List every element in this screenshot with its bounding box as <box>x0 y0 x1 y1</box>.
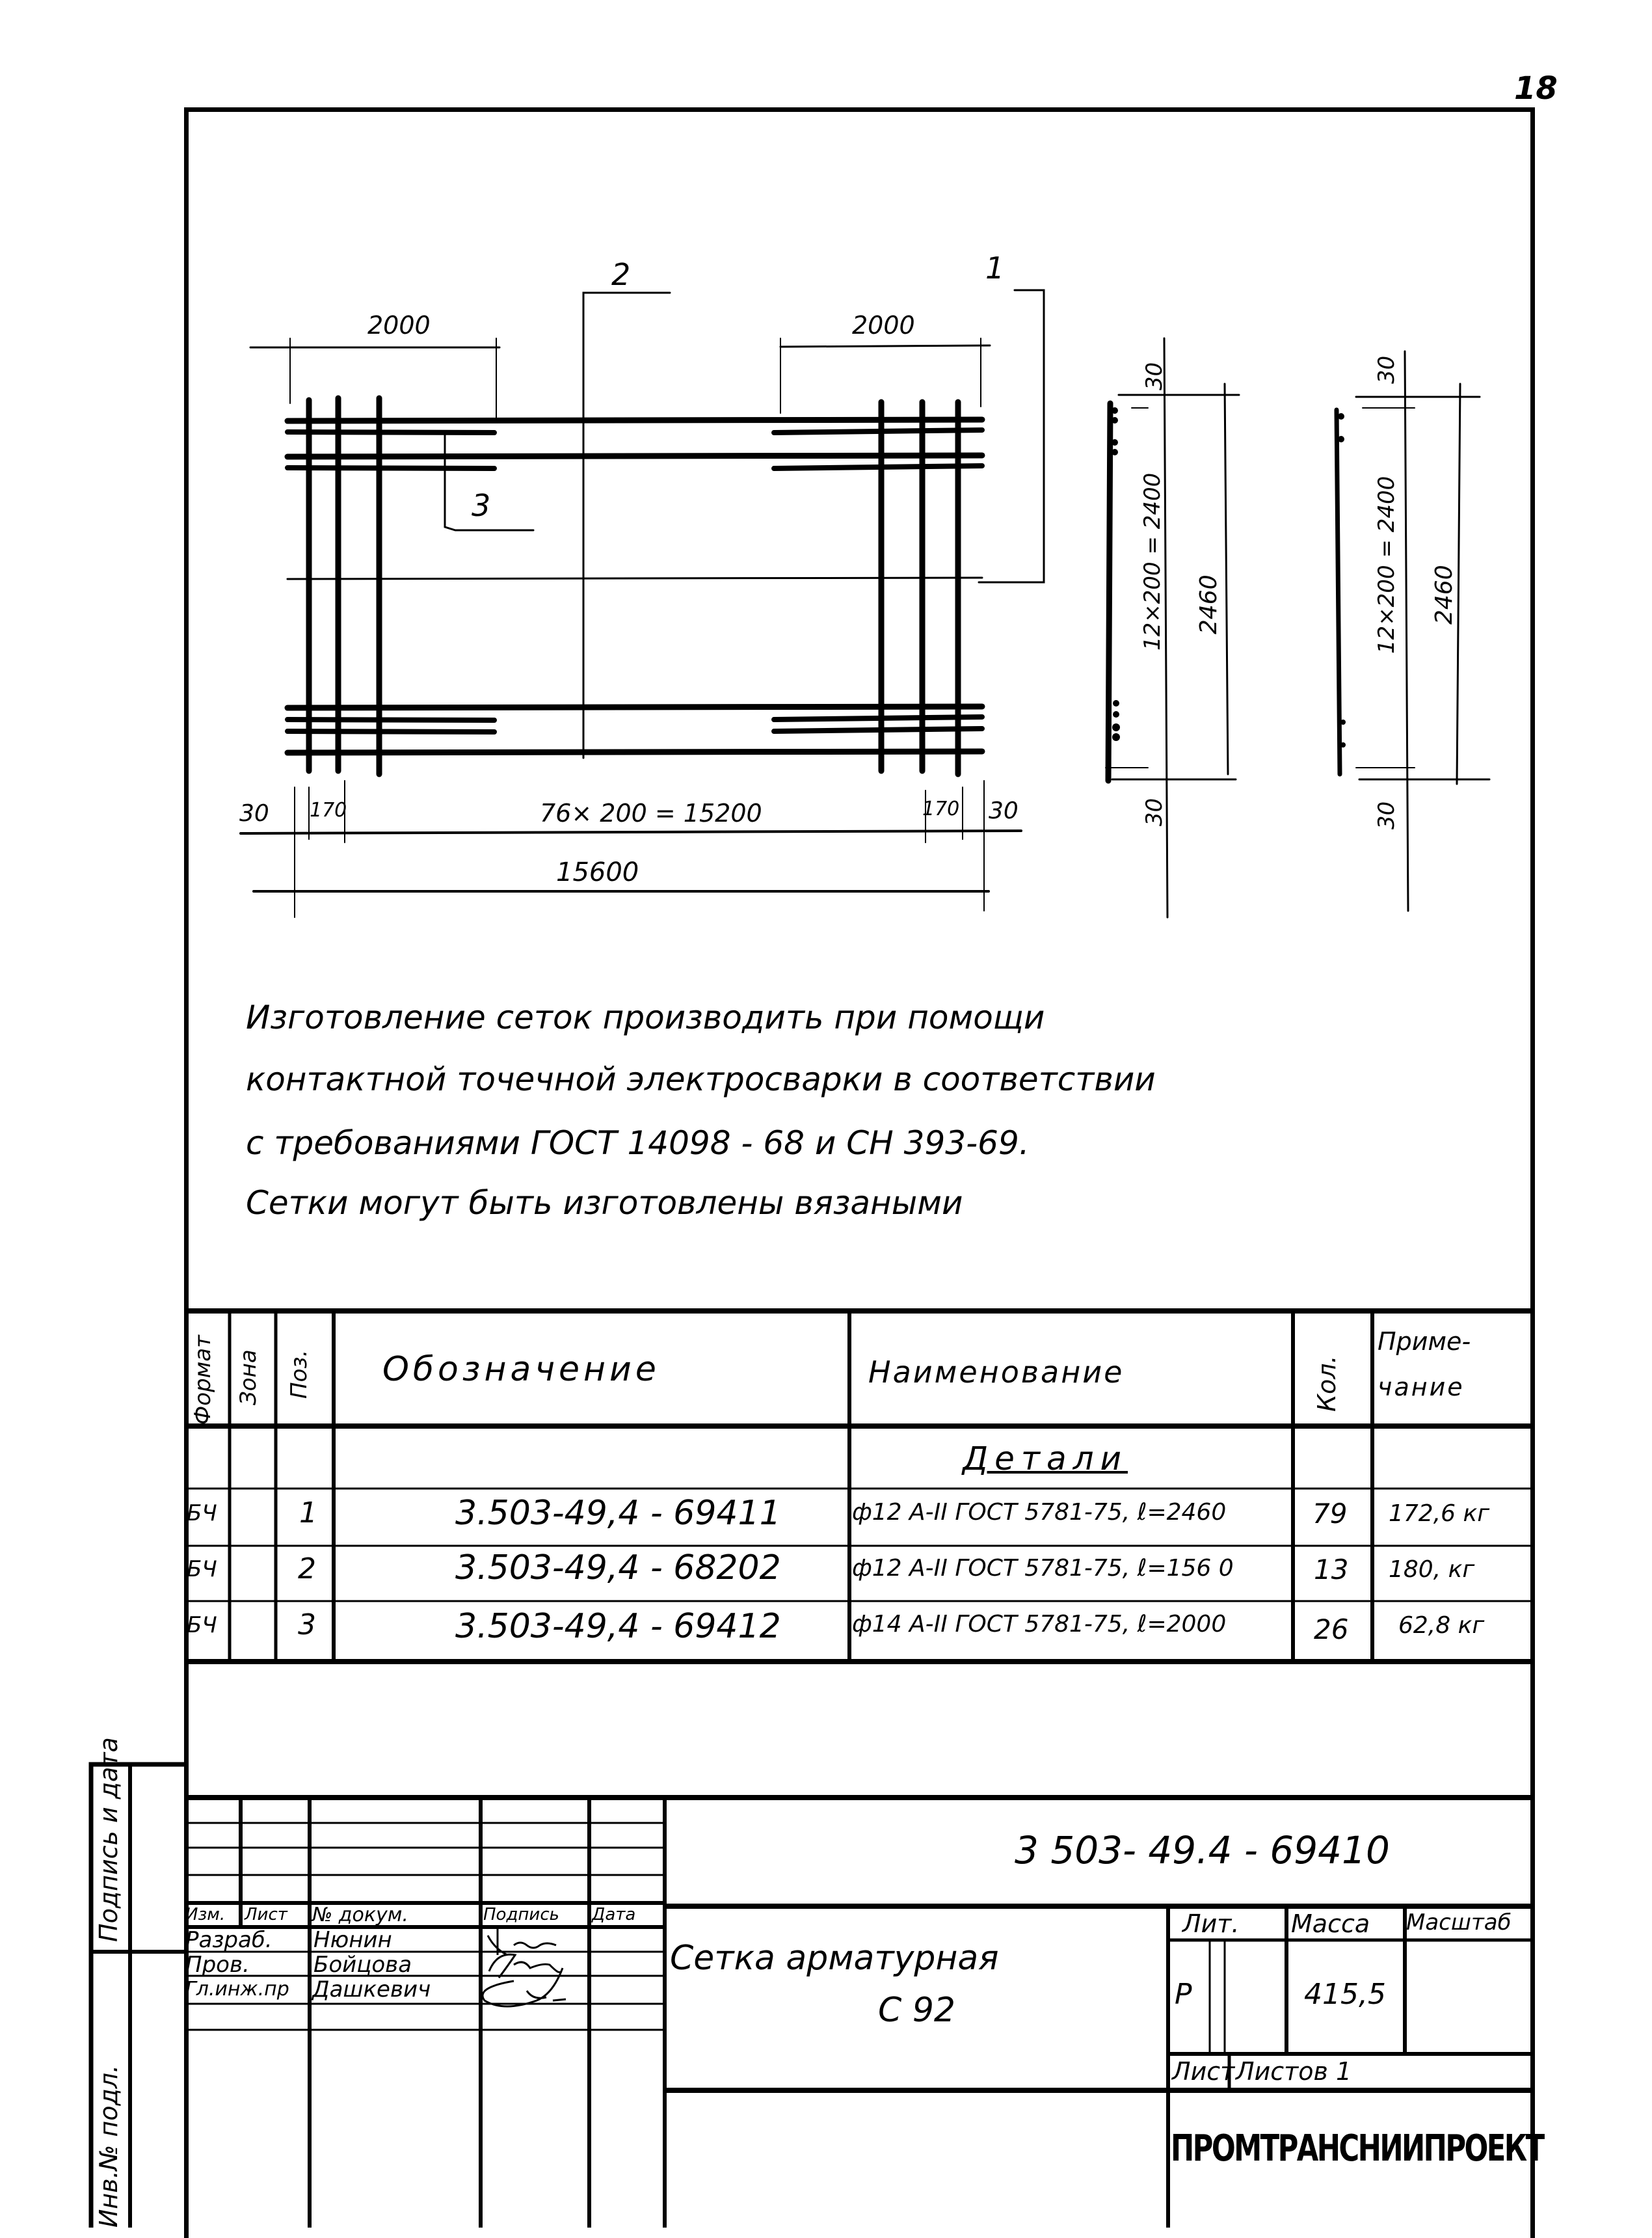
header-pos: Поз. <box>286 1349 312 1399</box>
drawing-title-line-2: С 92 <box>878 1991 956 2030</box>
row-3-qty: 26 <box>1314 1613 1349 1645</box>
section-right-spacing-dim: 12×200 = 2400 <box>1374 476 1400 654</box>
row-1-pos: 1 <box>299 1496 317 1530</box>
mass-label: Масса <box>1291 1909 1370 1938</box>
tb-header-date: Дата <box>592 1905 636 1924</box>
row-2-qty: 13 <box>1314 1554 1349 1585</box>
row-1-designation: 3.503-49,4 - 69411 <box>455 1494 781 1533</box>
dim-offset-right: 170 <box>922 798 960 820</box>
dim-edge-left: 30 <box>239 800 269 827</box>
row-1-qty: 79 <box>1312 1498 1348 1530</box>
header-note-line2: чание <box>1378 1373 1465 1401</box>
dim-overall: 15600 <box>556 857 639 887</box>
page-number: 18 <box>1514 70 1558 107</box>
dim-edge-right: 30 <box>989 798 1019 824</box>
scale-label: Масштаб <box>1406 1909 1512 1935</box>
row-2-format: БЧ <box>187 1556 217 1582</box>
row-2-name: ф12 А-II ГОСТ 5781-75, ℓ=156 0 <box>852 1555 1234 1582</box>
row-3-designation: 3.503-49,4 - 69412 <box>455 1607 781 1646</box>
row-1-format: БЧ <box>187 1500 217 1526</box>
section-left-overall-dim: 2460 <box>1195 574 1222 634</box>
header-qty: Кол. <box>1312 1355 1341 1412</box>
callout-position-1: 1 <box>985 250 1005 286</box>
row-3-name: ф14 А-II ГОСТ 5781-75, ℓ=2000 <box>852 1611 1227 1638</box>
section-left-bottom-dim: 30 <box>1141 798 1167 826</box>
row-2-note: 180, кг <box>1389 1556 1475 1583</box>
row-3-note: 62,8 кг <box>1398 1612 1485 1639</box>
note-line-4: Сетки могут быть изготовлены вязаными <box>246 1184 963 1222</box>
tb-header-list: Лист <box>245 1905 287 1924</box>
role-chief-engineer: Гл.инж.пр <box>185 1978 289 2001</box>
header-name: Наименование <box>868 1355 1125 1390</box>
tb-header-izm: Изм. <box>185 1905 226 1924</box>
name-chief-engineer: Дашкевич <box>312 1976 431 2002</box>
row-3-pos: 3 <box>298 1608 316 1641</box>
section-right-overall-dim: 2460 <box>1431 565 1458 625</box>
row-2-designation: 3.503-49,4 - 68202 <box>455 1548 781 1587</box>
role-checker: Пров. <box>185 1952 250 1978</box>
row-2-pos: 2 <box>298 1552 316 1585</box>
organization-name: ПРОМТРАНСНИИПРОЕКТ <box>1171 2127 1543 2170</box>
tb-header-doc-no: № докум. <box>312 1904 408 1926</box>
dim-offset-left: 170 <box>310 799 347 822</box>
lit-label: Лит. <box>1182 1909 1240 1938</box>
mass-value: 415,5 <box>1304 1978 1386 2011</box>
section-right-bottom-dim: 30 <box>1374 801 1400 829</box>
dim-top-right: 2000 <box>852 311 915 340</box>
drawing-title-line-1: Сетка арматурная <box>670 1939 999 1978</box>
row-1-name: ф12 А-II ГОСТ 5781-75, ℓ=2460 <box>852 1499 1227 1526</box>
note-line-3: с требованиями ГОСТ 14098 - 68 и СН 393-69. <box>246 1124 1030 1162</box>
header-note-line1: Приме- <box>1378 1327 1471 1356</box>
lit-value: Р <box>1175 1978 1192 2011</box>
section-title-details: Детали <box>963 1440 1128 1477</box>
header-designation: Обозначение <box>382 1350 660 1389</box>
row-1-note: 172,6 кг <box>1389 1500 1490 1527</box>
note-line-2: контактной точечной электросварки в соответствии <box>246 1060 1156 1098</box>
note-line-1: Изготовление сеток производить при помощи <box>246 999 1045 1036</box>
role-developer: Разраб. <box>185 1927 273 1953</box>
header-zone: Зона <box>235 1349 261 1405</box>
side-stamp-inv-no: Инв.№ подл. <box>94 2064 123 2228</box>
dim-top-left: 2000 <box>367 311 431 340</box>
section-left-top-dim: 30 <box>1141 362 1167 390</box>
sheets-label: Листов 1 <box>1236 2057 1352 2086</box>
side-stamp-sign-date: Подпись и дата <box>94 1737 123 1942</box>
document-code: 3 503- 49.4 - 69410 <box>1015 1828 1390 1872</box>
callout-position-3: 3 <box>472 488 491 523</box>
callout-position-2: 2 <box>611 257 631 292</box>
dim-spacing: 76× 200 = 15200 <box>540 799 762 828</box>
name-checker: Бойцова <box>313 1952 412 1978</box>
section-right-top-dim: 30 <box>1374 355 1400 384</box>
row-3-format: БЧ <box>187 1612 217 1638</box>
name-developer: Нюнин <box>313 1927 392 1953</box>
tb-header-signature: Подпись <box>483 1905 559 1924</box>
header-format: Формат <box>190 1335 216 1425</box>
section-left-spacing-dim: 12×200 = 2400 <box>1139 472 1166 651</box>
sheet-label: Лист <box>1172 2057 1235 2086</box>
